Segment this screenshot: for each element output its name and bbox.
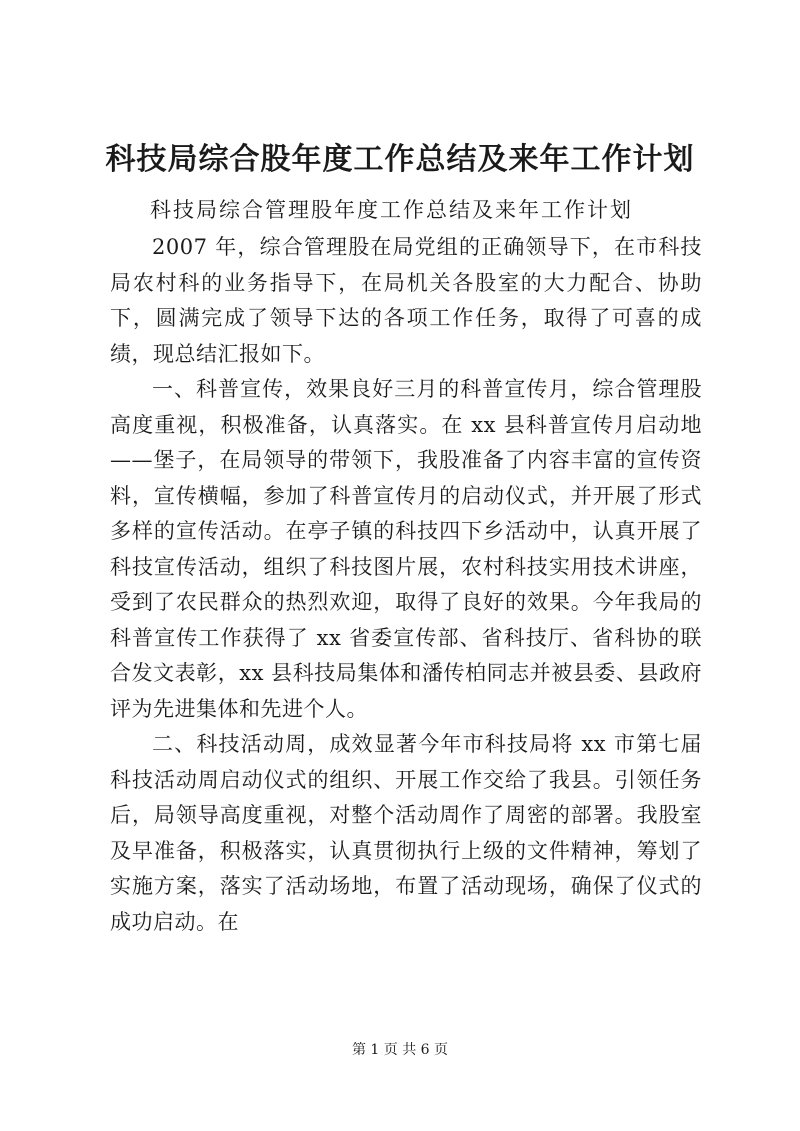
paragraph-section-1: 一、科普宣传，效果良好三月的科普宣传月，综合管理股高度重视，积极准备，认真落实。在 xx 县科普宣传月启动地——堡子，在局领导的带领下，我股准备了内容丰富的宣传资料，宣传横幅，参加了科普宣传月的启动仪式，并开展了形式多样的宣传活动。在亭子镇的科技四下乡活动中，认真开展了科技宣传活动，组织了科技图片展，农村科技实用技术讲座，受到了农民群众的热烈欢迎，取得了良好的效果。今年我局的科普宣传工作获得了 xx 省委宣传部、省科技厅、省科协的联合发文表彰，xx 县科技局集体和潘传柏同志并被县委、县政府评为先进集体和先进个人。 [110, 377, 702, 721]
document-subtitle: 科技局综合管理股年度工作总结及来年工作计划 [150, 198, 633, 222]
paragraph-intro: 2007 年，综合管理股在局党组的正确领导下，在市科技局农村科的业务指导下，在局机关各股室的大力配合、协助下，圆满完成了领导下达的各项工作任务，取得了可喜的成绩，现总结汇报如下。 [110, 235, 702, 366]
page-number-footer: 第 1 页 共 6 页 [351, 1042, 449, 1058]
document-body [110, 230, 702, 940]
document-title: 科技局综合股年度工作总结及来年工作计划 [105, 142, 695, 177]
paragraph-section-2: 二、科技活动周，成效显著今年市科技局将 xx 市第七届科技活动周启动仪式的组织、开展工作交给了我县。引领任务后，局领导高度重视，对整个活动周作了周密的部署。我股室及早准备，积极落实，认真贯彻执行上级的文件精神，筹划了实施方案，落实了活动场地，布置了活动现场，确保了仪式的成功启动。在 [110, 732, 702, 934]
